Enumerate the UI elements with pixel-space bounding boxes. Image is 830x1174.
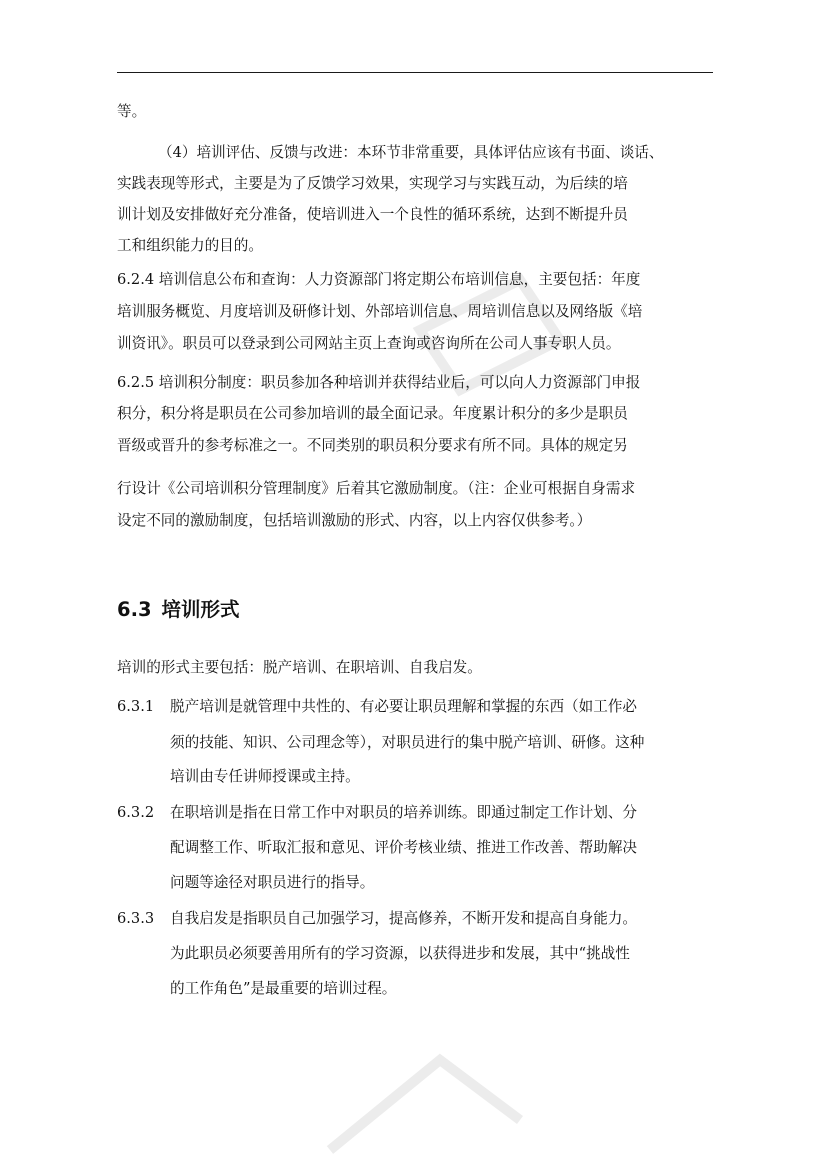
- section-6-3-2-line: 在职培训是指在日常工作中对职员的培养训练。即通过制定工作计划、分: [170, 804, 638, 821]
- section-6-2-4-line: 培训服务概览、月度培训及研修计划、外部培训信息、周培训信息以及网络版《培: [117, 303, 643, 320]
- header-rule: [117, 72, 713, 73]
- section-6-2-5-line: 行设计《公司培训积分管理制度》后着其它激励制度。（注：企业可根据自身需求: [117, 480, 636, 497]
- heading-number: 6.3: [117, 598, 152, 621]
- item4-line: （4）培训评估、反馈与改进：本环节非常重要，具体评估应该有书面、谈话、: [158, 144, 664, 161]
- section-6-3-3-line: 自我启发是指职员自己加强学习，提高修养，不断开发和提高自身能力。: [170, 910, 638, 927]
- section-6-3-3-number: 6.3.3: [117, 910, 155, 927]
- section-6-2-4-line: 训资讯》。职员可以登录到公司网站主页上查询或咨询所在公司人事专职人员。: [117, 335, 621, 352]
- section-6-3-3-line: 的工作角色”是最重要的培训过程。: [170, 980, 397, 997]
- section-6-2-5-line: 积分，积分将是职员在公司参加培训的最全面记录。年度累计积分的多少是职员: [117, 405, 628, 422]
- section-6-2-5-line: 晋级或晋升的参考标准之一。不同类别的职员积分要求有所不同。具体的规定另: [117, 437, 628, 454]
- section-6-3-1-line: 培训由专任讲师授课或主持。: [170, 768, 360, 785]
- section-6-3-2-line: 配调整工作、听取汇报和意见、评价考核业绩、推进工作改善、帮助解决: [170, 839, 638, 856]
- section-heading-6-3: [117, 597, 240, 623]
- section-6-3-1-line: 须的技能、知识、公司理念等），对职员进行的集中脱产培训、研修。这种: [170, 734, 645, 751]
- section-6-3-2-line: 问题等途径对职员进行的指导。: [170, 874, 375, 891]
- heading-title: 培训形式: [161, 598, 240, 621]
- section-6-3-1-line: 脱产培训是就管理中共性的、有必要让职员理解和掌握的东西（如工作必: [170, 698, 638, 715]
- section-6-2-5-line: 6.2.5 培训积分制度：职员参加各种培训并获得结业后，可以向人力资源部门申报: [117, 374, 641, 391]
- section-6-3-3-line: 为此职员必须要善用所有的学习资源，以获得进步和发展，其中“挑战性: [170, 945, 630, 962]
- item4-line: 工和组织能力的目的。: [117, 237, 263, 254]
- section-6-2-5-line: 设定不同的激励制度，包括培训激励的形式、内容，以上内容仅供参考。）: [117, 512, 592, 529]
- section-6-2-4-line: 6.2.4 培训信息公布和查询：人力资源部门将定期公布培训信息，主要包括：年度: [117, 271, 641, 288]
- section-6-3-2-number: 6.3.2: [117, 804, 155, 821]
- paragraph-continuation: 等。: [117, 103, 147, 120]
- intro-text: 培训的形式主要包括：脱产培训、在职培训、自我启发。: [117, 659, 482, 676]
- section-6-3-1-number: 6.3.1: [117, 698, 155, 715]
- item4-line: 实践表现等形式，主要是为了反馈学习效果，实现学习与实践互动，为后续的培: [117, 175, 628, 192]
- item4-line: 训计划及安排做好充分准备，使培训进入一个良性的循环系统，达到不断提升员: [117, 206, 628, 223]
